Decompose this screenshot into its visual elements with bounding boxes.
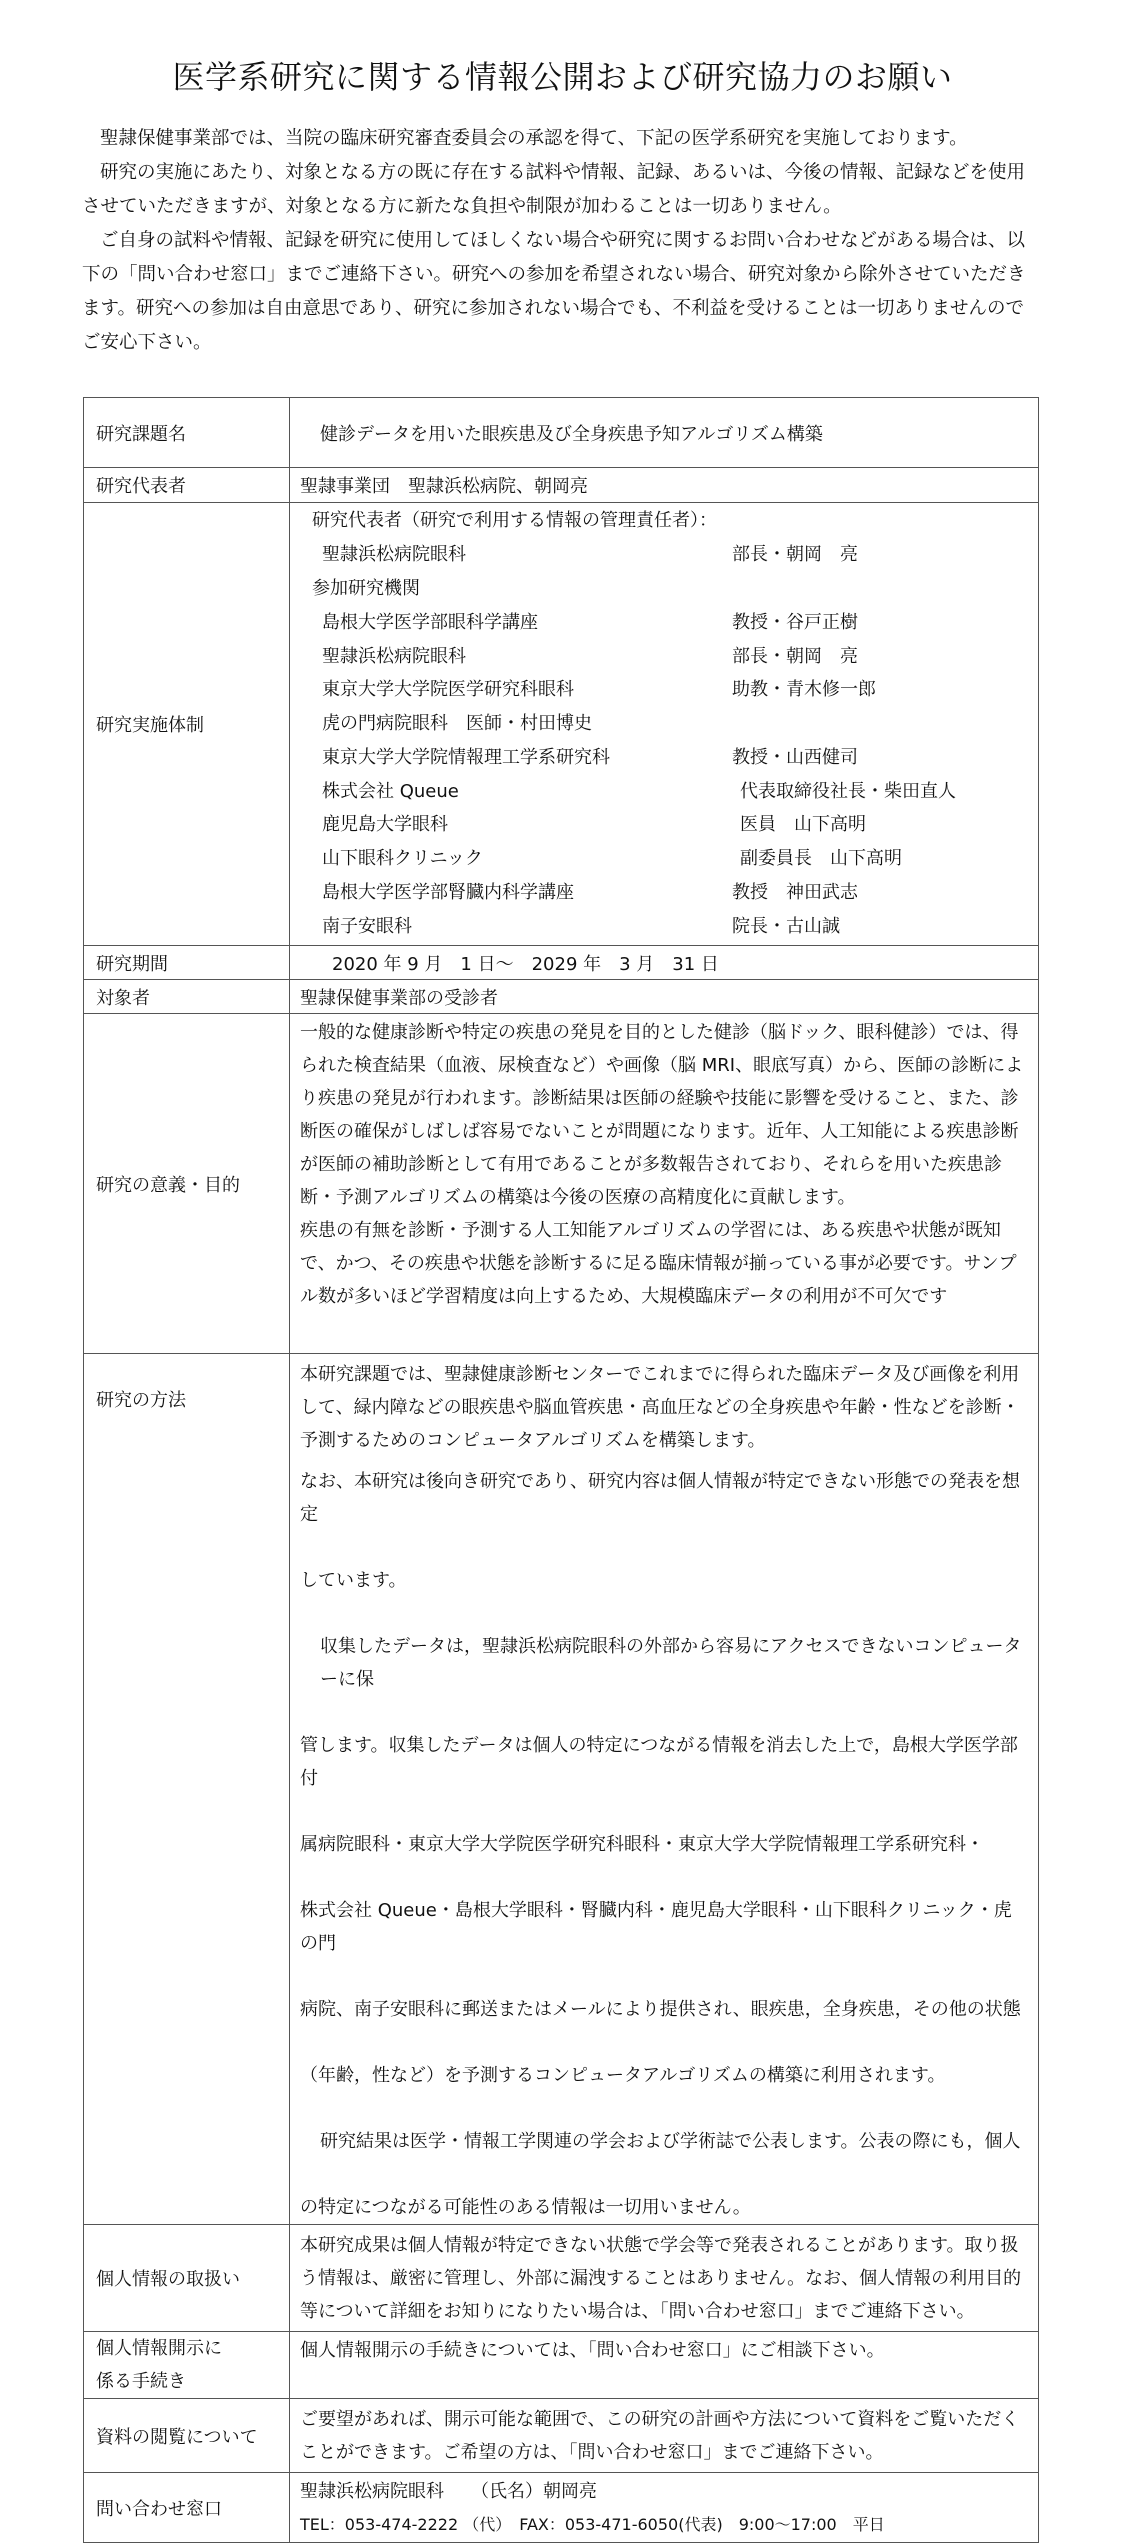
table-row	[84, 398, 1039, 468]
table-row	[84, 2399, 1039, 2473]
contact-value: 聖隷浜松病院眼科 （氏名）朝岡亮 TEL：053-474-2222 （代） FAX：053-471-6050(代表) 9:00～17:00 平日	[290, 2473, 1039, 2543]
disclosure-label: 個人情報開示に 係る手続き	[84, 2332, 290, 2399]
list-item: 鹿児島大学眼科 医員 山下高明	[322, 814, 866, 836]
intro-paragraph: 研究の実施にあたり、対象となる方の既に存在する試料や情報、記録、あるいは、今後の情報、記録などを使用させていただきますが、対象となる方に新たな負担や制限が加わることは一切ありません。	[82, 162, 1026, 217]
privacy-value: 本研究成果は個人情報が特定できない状態で学会等で発表されることがあります。取り扱う情報は、厳密に管理し、外部に漏洩することはありません。なお、個人情報の利用目的等について詳細をお知りになりたい場合は、「問い合わせ窓口」までご連絡下さい。	[290, 2225, 1039, 2332]
list-item: 山下眼科クリニック 副委員長 山下高明	[322, 848, 902, 870]
list-item: 南子安眼科 院長・古山誠	[322, 915, 840, 937]
intro-paragraph: 聖隷保健事業部では、当院の臨床研究審査委員会の承認を得て、下記の医学系研究を実施しております。	[100, 128, 968, 149]
subject-value: 健診データを用いた眼疾患及び全身疾患予知アルゴリズム構築	[290, 398, 1039, 468]
page-title: 医学系研究に関する情報公開および研究協力のお願い	[172, 58, 953, 96]
table-row	[84, 980, 1039, 1014]
docs-value: ご要望があれば、開示可能な範囲で、この研究の計画や方法について資料をご覧いただくことができます。ご希望の方は、「問い合わせ窓口」までご連絡下さい。	[290, 2399, 1039, 2473]
method-label: 研究の方法	[84, 1354, 290, 2225]
contact-label: 問い合わせ窓口	[84, 2473, 290, 2543]
purpose-value: 一般的な健康診断や特定の疾患の発見を目的とした健診（脳ドック、眼科健診）では、得られた検査結果（血液、尿検査など）や画像（脳 MRI、眼底写真）から、医師の診断により疾患の発見が行われます。診断結果は医師の経験や技能に影響を受けること、また、診断医の確保がしばしば容易でないことが問題になります。近年、人工知能による疾患診断が医師の補助診断として有用であることが多数報告されており、それらを用いた疾患診断・予測アルゴリズムの構築は今後の医療の高精度化に貢献します。 疾患の有無を診断・予測する人工知能アルゴリズムの学習には、ある疾患や状態が既知で、かつ、その疾患や状態を診断するに足る臨床情報が揃っている事が必要です。サンプル数が多いほど学習精度は向上するため、大規模臨床データの利用が不可欠です	[290, 1014, 1039, 1354]
table-row	[84, 946, 1039, 980]
period-value: 2020 年 9 月 1 日～ 2029 年 3 月 31 日	[290, 946, 1039, 980]
target-label: 対象者	[84, 980, 290, 1014]
list-item: 島根大学医学部腎臓内科学講座 教授 神田武志	[322, 882, 858, 904]
list-item: 聖隷浜松病院眼科 部長・朝岡 亮	[322, 645, 858, 667]
table-row	[84, 2473, 1039, 2543]
members-head: 参加研究機関	[312, 577, 420, 599]
table-row	[84, 1014, 1039, 1354]
method-value: 本研究課題では、聖隷健康診断センターでこれまでに得られた臨床データ及び画像を利用して、緑内障などの眼疾患や脳血管疾患・高血圧などの全身疾患や年齢・性などを診断・予測するためのコンピュータアルゴリズムを構築します。 なお、本研究は後向き研究であり、研究内容は個人情報が特定できない形態での発表を想定 しています。 収集したデータは，聖隷浜松病院眼科の外部から容易にアクセスできないコンピューターに保 管します。収集したデータは個人の特定につながる情報を消去した上で，島根大学医学部付 属病院眼科・東京大学大学院医学研究科眼科・東京大学大学院情報理工学系研究科・ 株式会社 Queue・島根大学眼科・腎臓内科・鹿児島大学眼科・山下眼科クリニック・虎の門 病院、南子安眼科に郵送またはメールにより提供され、眼疾患，全身疾患，その他の状態 （年齢，性など）を予測するコンピュータアルゴリズムの構築に利用されます。 研究結果は医学・情報工学関連の学会および学術誌で公表します。公表の際にも，個人 の特定につながる可能性のある情報は一切用いません。	[290, 1354, 1039, 2225]
purpose-label: 研究の意義・目的	[84, 1014, 290, 1354]
table-row	[84, 503, 1039, 946]
list-item: 東京大学大学院情報理工学系研究科 教授・山西健司	[322, 746, 858, 768]
target-value: 聖隷保健事業部の受診者	[290, 980, 1039, 1014]
table-row	[84, 1354, 1039, 2225]
table-row	[84, 468, 1039, 503]
list-item: 聖隷浜松病院眼科 部長・朝岡 亮	[322, 544, 858, 566]
table-row	[84, 2225, 1039, 2332]
list-item: 株式会社 Queue 代表取締役社長・柴田直人	[322, 780, 956, 802]
system-value	[290, 503, 1039, 946]
rep-label: 研究代表者	[84, 468, 290, 503]
system-head: 研究代表者（研究で利用する情報の管理責任者）：	[312, 510, 717, 532]
docs-label: 資料の閲覧について	[84, 2399, 290, 2473]
research-info-table	[83, 397, 1039, 2543]
disclosure-value: 個人情報開示の手続きについては、「問い合わせ窓口」にご相談下さい。	[290, 2332, 1039, 2399]
system-label: 研究実施体制	[84, 503, 290, 946]
period-label: 研究期間	[84, 946, 290, 980]
privacy-label: 個人情報の取扱い	[84, 2225, 290, 2332]
subject-label: 研究課題名	[84, 398, 290, 468]
list-item: 島根大学医学部眼科学講座 教授・谷戸正樹	[322, 611, 858, 633]
intro-text	[82, 122, 1042, 360]
table-row	[84, 2332, 1039, 2399]
rep-value: 聖隷事業団 聖隷浜松病院、朝岡亮	[290, 468, 1039, 503]
intro-paragraph: ご自身の試料や情報、記録を研究に使用してほしくない場合や研究に関するお問い合わせなどがある場合は、以下の「問い合わせ窓口」までご連絡下さい。研究への参加を希望されない場合、研究対象から除外させていただきます。研究への参加は自由意思であり、研究に参加されない場合でも、不利益を受けることは一切ありませんのでご安心下さい。	[82, 230, 1026, 353]
list-item: 東京大学大学院医学研究科眼科 助教・青木修一郎	[322, 679, 876, 701]
list-item: 虎の門病院眼科 医師・村田博史	[322, 713, 592, 735]
